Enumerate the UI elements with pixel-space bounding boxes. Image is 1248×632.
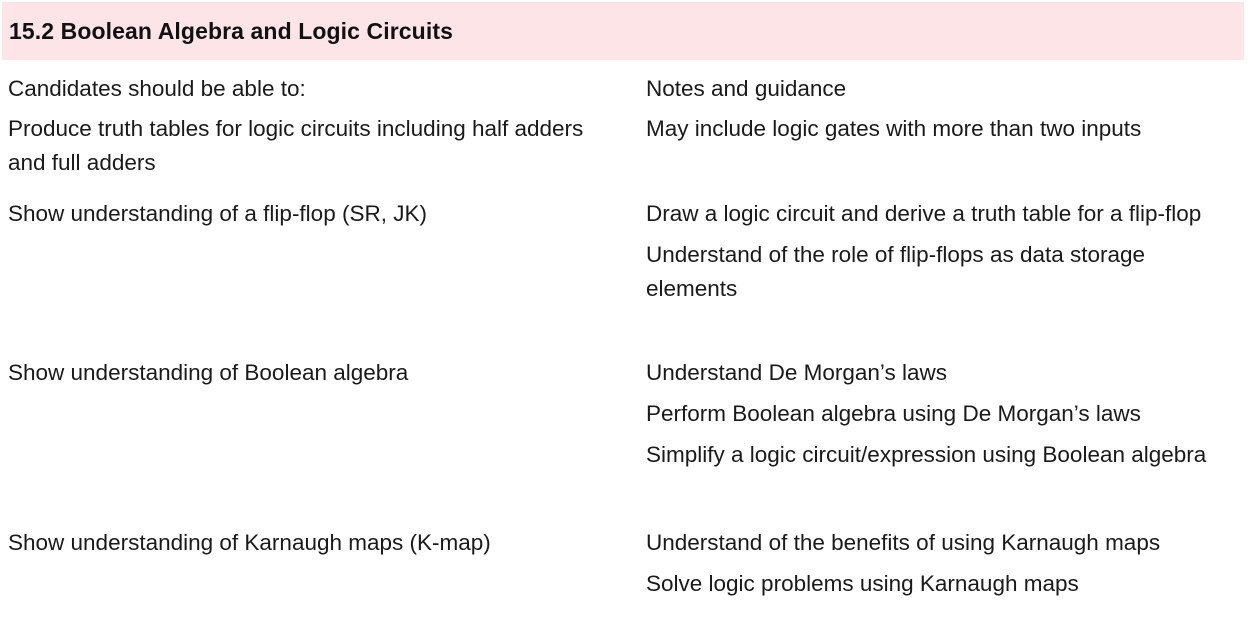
- objective-text: Produce truth tables for logic circuits including half adders and full adders: [8, 116, 584, 175]
- note-text: Understand De Morgan’s laws: [646, 360, 947, 385]
- note-text: Draw a logic circuit and derive a truth table for a flip-flop: [646, 201, 1202, 226]
- objectives-column: [8, 72, 608, 560]
- note-text: Understand of the role of flip-flops as data storage elements: [646, 242, 1146, 301]
- notes-column: [646, 72, 1242, 601]
- objective-row-1: [8, 112, 608, 197]
- objective-text: Show understanding of Boolean algebra: [8, 360, 409, 385]
- note-text: Simplify a logic circuit/expression using Boolean algebra: [646, 442, 1207, 467]
- note-text: Perform Boolean algebra using De Morgan’s laws: [646, 401, 1141, 426]
- notes-row-3: [646, 356, 1242, 526]
- notes-row-1: [646, 112, 1242, 197]
- notes-column-header: Notes and guidance: [646, 76, 847, 101]
- objectives-column-header: Candidates should be able to:: [8, 76, 306, 101]
- objective-row-3: [8, 356, 608, 526]
- note-text: May include logic gates with more than two inputs: [646, 116, 1142, 141]
- objective-row-2: [8, 197, 608, 356]
- objective-text: Show understanding of a flip-flop (SR, JK): [8, 201, 427, 226]
- note-text: Understand of the benefits of using Karnaugh maps: [646, 530, 1161, 555]
- notes-row-2: [646, 197, 1242, 356]
- section-title: 15.2 Boolean Algebra and Logic Circuits: [9, 17, 453, 44]
- objective-text: Show understanding of Karnaugh maps (K-map): [8, 530, 491, 555]
- note-text: Solve logic problems using Karnaugh maps: [646, 571, 1079, 596]
- notes-row-4: [646, 526, 1242, 601]
- section-header: [2, 2, 1244, 60]
- objective-row-4: [8, 526, 608, 560]
